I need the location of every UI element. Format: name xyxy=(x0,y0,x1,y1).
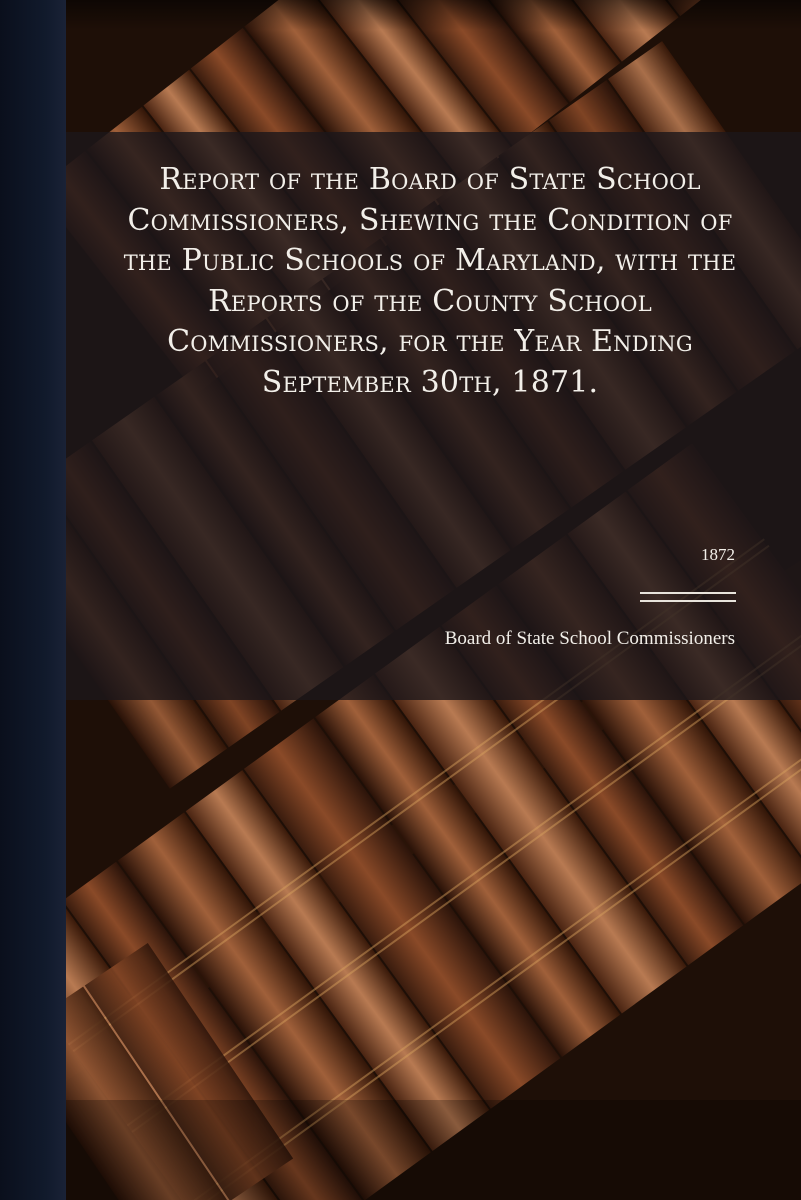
publication-year: 1872 xyxy=(701,545,735,564)
book-author: Board of State School Commissioners xyxy=(444,628,735,649)
divider-line xyxy=(640,592,736,594)
spine-edge xyxy=(0,0,66,1200)
book-title: Report of the Board of State School Commissioners, Shewing the Condition of the Public Schools of Maryland, with the Reports of the County School Commissioners, for the Year Ending September 30th, 1871. xyxy=(123,162,737,400)
divider-line xyxy=(640,600,736,602)
